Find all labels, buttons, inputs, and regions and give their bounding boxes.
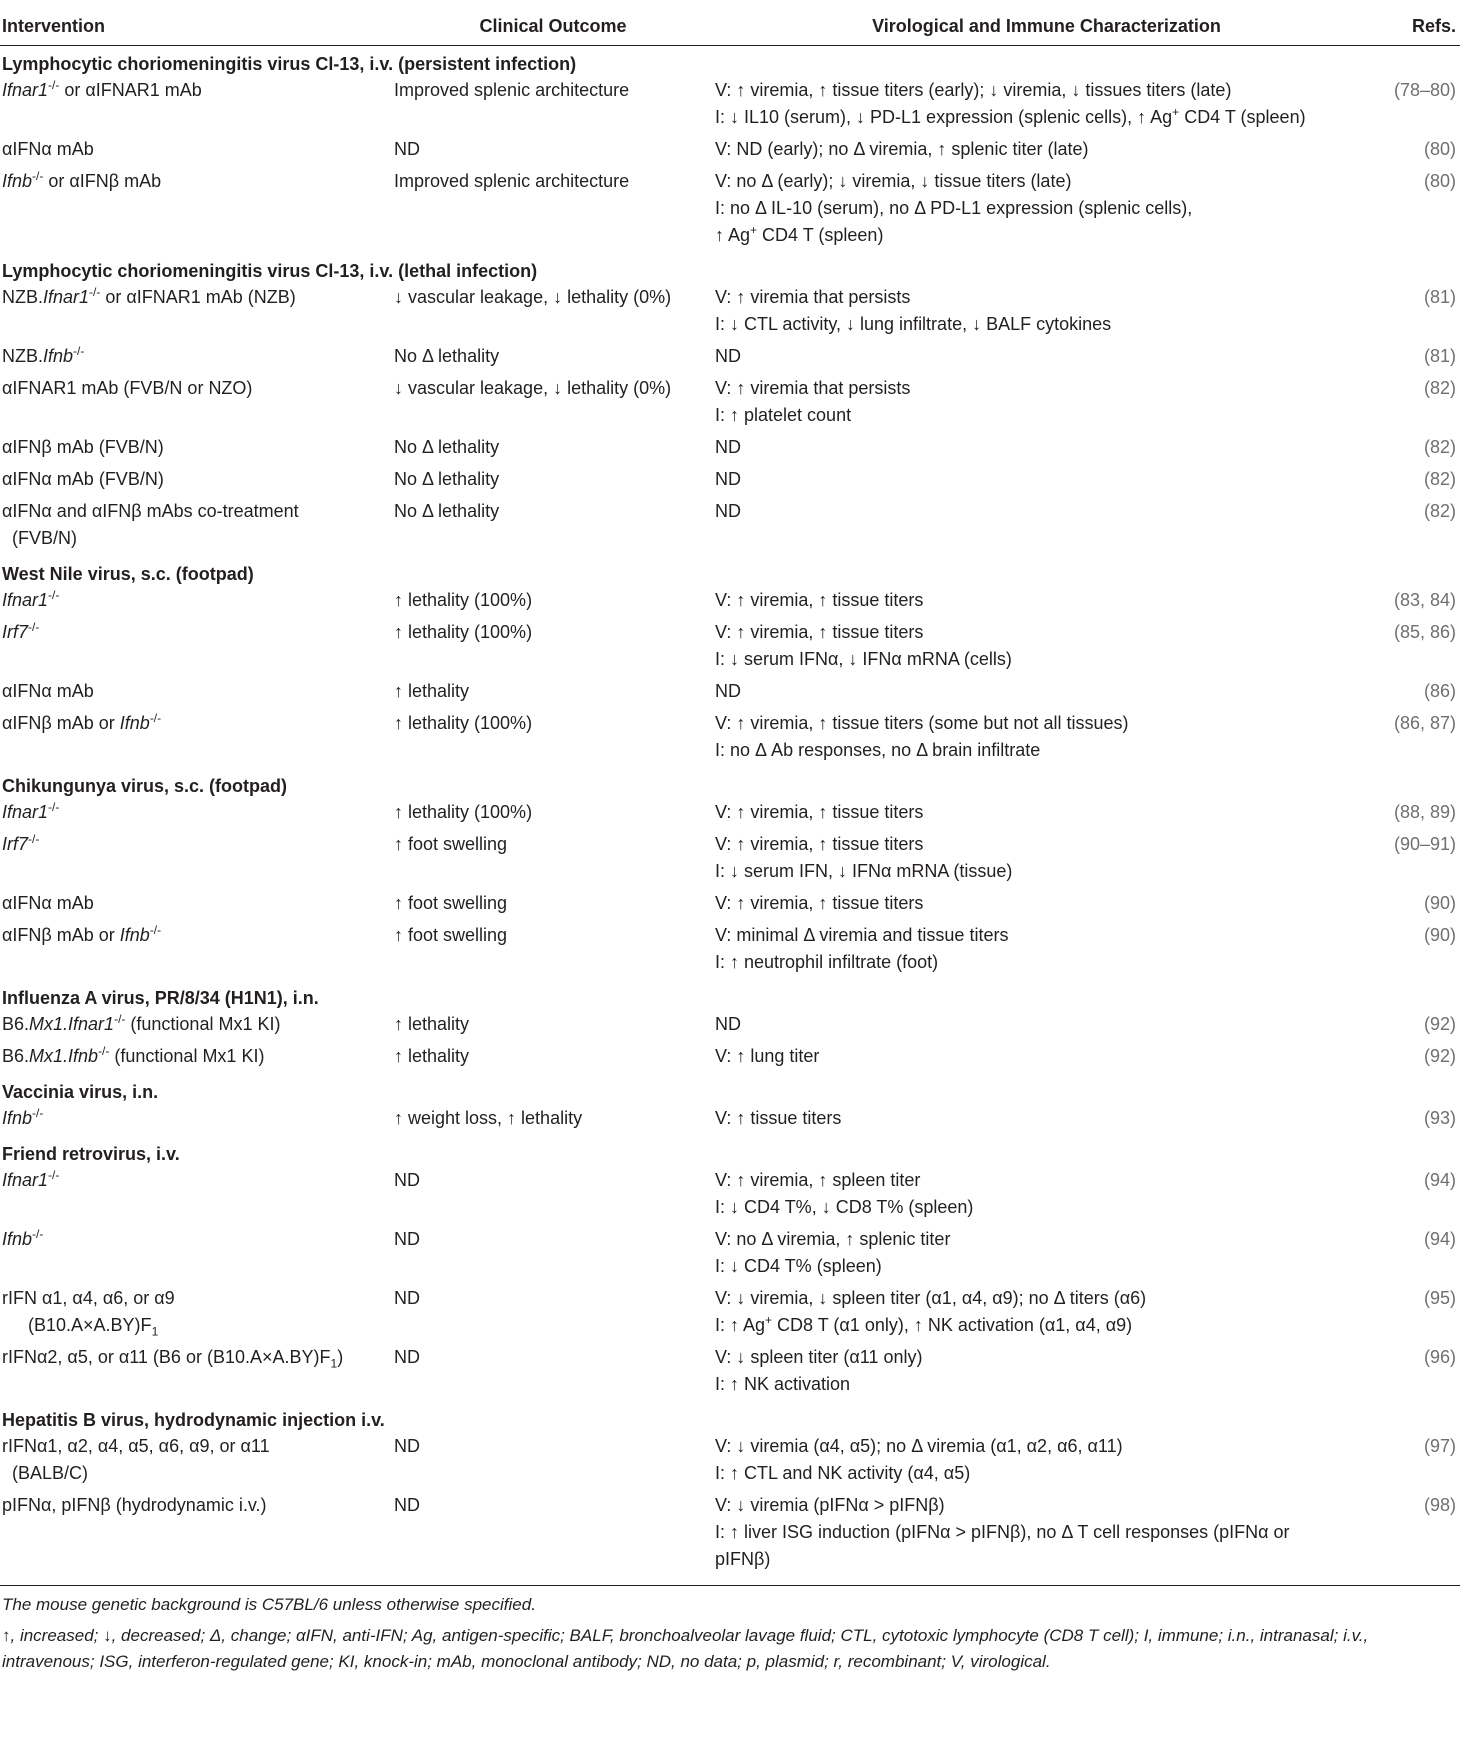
intervention-line (2, 136, 392, 163)
superscript: + (1172, 105, 1180, 119)
header-refs: Refs. (1379, 0, 1460, 46)
table-row (0, 1284, 1460, 1343)
text-run: I: ↑ Ag (715, 1315, 766, 1335)
text-run: αIFNβ mAb or (2, 713, 120, 733)
cell-characterization (712, 497, 1379, 556)
table-row (0, 889, 1460, 921)
characterization-line: V: ↑ viremia, ↑ tissue titers (715, 834, 924, 854)
cell-characterization (712, 1225, 1379, 1284)
cell-characterization (712, 374, 1379, 433)
cell-refs: (83, 84) (1393, 590, 1456, 610)
section-row (0, 1402, 1460, 1432)
cell-refs: (86) (1423, 681, 1456, 701)
cell-refs: (82) (1423, 469, 1456, 489)
cell-refs: (88, 89) (1393, 802, 1456, 822)
superscript: -/- (48, 78, 60, 92)
section-row (0, 768, 1460, 798)
characterization-line: I: ↓ serum IFN, ↓ IFNα mRNA (tissue) (715, 861, 1013, 881)
characterization-line: V: ↑ viremia, ↑ tissue titers (early); ↓ viremia, ↓ tissues titers (late) (715, 80, 1232, 100)
cell-intervention (0, 135, 392, 167)
cell-clinical-outcome: ↑ lethality (394, 1046, 470, 1066)
subscript: 1 (151, 1324, 159, 1339)
table-footnotes (0, 1585, 1460, 1675)
superscript: -/- (32, 1106, 44, 1120)
text-run: CD4 T (spleen) (757, 225, 884, 245)
cell-intervention (0, 283, 392, 342)
cell-refs: (90) (1423, 893, 1456, 913)
section-title: Lymphocytic choriomeningitis virus Cl-13, i.v. (persistent infection) (2, 54, 577, 74)
characterization-line: V: minimal Δ viremia and tissue titers (715, 925, 1009, 945)
superscript: -/- (149, 711, 162, 725)
intervention-line (2, 799, 392, 826)
text-run: (functional Mx1 KI) (125, 1014, 281, 1034)
section-title: Vaccinia virus, i.n. (2, 1082, 159, 1102)
intervention-line (2, 1105, 392, 1132)
gene-name: Ifnb (119, 713, 150, 733)
gene-name: Mx1.Ifnar1 (29, 1014, 115, 1034)
intervention-line (2, 587, 392, 614)
table-row (0, 433, 1460, 465)
superscript: -/- (32, 1227, 44, 1241)
gene-name: Ifnb (2, 171, 33, 191)
cell-intervention (0, 1010, 392, 1042)
cell-intervention (0, 830, 392, 889)
text-run: NZB. (2, 287, 44, 307)
cell-intervention (0, 1166, 392, 1225)
section-row (0, 1074, 1460, 1104)
characterization-line: V: ND (early); no Δ viremia, ↑ splenic titer (late) (715, 139, 1089, 159)
section-row (0, 253, 1460, 283)
cell-intervention (0, 1432, 392, 1491)
cell-clinical-outcome: ND (394, 1229, 420, 1249)
cell-refs: (98) (1423, 1495, 1456, 1515)
intervention-line (2, 1312, 392, 1339)
cell-characterization (712, 1284, 1379, 1343)
characterization-line: I: no Δ IL-10 (serum), no Δ PD-L1 expression (splenic cells), (715, 198, 1193, 218)
intervention-line (2, 1011, 392, 1038)
intervention-line (2, 1285, 392, 1312)
cell-intervention (0, 76, 392, 135)
text-run: αIFNα mAb (2, 681, 94, 701)
characterization-line: ND (715, 346, 741, 366)
intervention-line (2, 498, 392, 525)
cell-characterization (712, 283, 1379, 342)
intervention-line (2, 77, 392, 104)
superscript: -/- (28, 620, 40, 634)
cell-refs: (95) (1423, 1288, 1456, 1308)
gene-name: Ifnar1 (2, 80, 49, 100)
characterization-line: V: ↑ viremia that persists (715, 378, 911, 398)
characterization-line (715, 104, 1379, 131)
cell-intervention (0, 1343, 392, 1402)
table-row (0, 1104, 1460, 1136)
intervention-line (2, 831, 392, 858)
text-run: NZB. (2, 346, 44, 366)
section-title: Hepatitis B virus, hydrodynamic injection i.v. (2, 1410, 385, 1430)
cell-refs: (81) (1423, 287, 1456, 307)
cell-refs: (78–80) (1393, 80, 1456, 100)
cell-refs: (86, 87) (1393, 713, 1456, 733)
cell-intervention (0, 342, 392, 374)
header-characterization: Virological and Immune Characterization (712, 0, 1379, 46)
cell-clinical-outcome: ↑ lethality (100%) (394, 802, 533, 822)
text-run: rIFNα1, α2, α4, α5, α6, α9, or α11 (2, 1436, 270, 1456)
intervention-line (2, 1433, 392, 1460)
cell-clinical-outcome: ↑ foot swelling (394, 893, 508, 913)
gene-name: Ifnar1 (2, 802, 49, 822)
cell-clinical-outcome: ↑ foot swelling (394, 834, 508, 854)
cell-characterization (712, 1042, 1379, 1074)
superscript: -/- (32, 169, 44, 183)
header-intervention: Intervention (0, 0, 392, 46)
characterization-line: I: ↑ neutrophil infiltrate (foot) (715, 952, 939, 972)
characterization-line: ND (715, 1014, 741, 1034)
characterization-line: V: ↑ viremia, ↑ tissue titers (some but not all tissues) (715, 713, 1129, 733)
superscript: -/- (48, 800, 60, 814)
superscript: -/- (28, 832, 40, 846)
cell-refs: (82) (1423, 501, 1456, 521)
intervention-line (2, 678, 392, 705)
footnote-background: The mouse genetic background is C57BL/6 unless otherwise specified. (2, 1595, 536, 1614)
cell-characterization (712, 798, 1379, 830)
cell-clinical-outcome: ND (394, 1347, 420, 1367)
header-row (0, 0, 1460, 46)
cell-refs: (93) (1423, 1108, 1456, 1128)
text-run: (B10.A×A.BY)F (28, 1315, 152, 1335)
section-title: Chikungunya virus, s.c. (footpad) (2, 776, 288, 796)
cell-clinical-outcome: ND (394, 1495, 420, 1515)
cell-clinical-outcome: ↑ lethality (394, 1014, 470, 1034)
cell-intervention (0, 618, 392, 677)
cell-characterization (712, 709, 1379, 768)
cell-intervention (0, 167, 392, 253)
table-row (0, 76, 1460, 135)
cell-clinical-outcome: ↑ lethality (100%) (394, 622, 533, 642)
cell-intervention (0, 586, 392, 618)
superscript: + (750, 223, 758, 237)
characterization-line: V: ↑ viremia that persists (715, 287, 911, 307)
section-title: West Nile virus, s.c. (footpad) (2, 564, 254, 584)
characterization-line: pIFNβ) (715, 1549, 771, 1569)
cell-intervention (0, 798, 392, 830)
table-row (0, 465, 1460, 497)
table-row (0, 167, 1460, 253)
cell-intervention (0, 465, 392, 497)
intervention-line (2, 890, 392, 917)
text-run: ) (337, 1347, 344, 1367)
text-run: pIFNα, pIFNβ (hydrodynamic i.v.) (2, 1495, 267, 1515)
intervention-line (2, 710, 392, 737)
text-run: (functional Mx1 KI) (109, 1046, 265, 1066)
cell-characterization (712, 889, 1379, 921)
section-title: Influenza A virus, PR/8/34 (H1N1), i.n. (2, 988, 319, 1008)
text-run: αIFNβ mAb or (2, 925, 120, 945)
text-run: I: ↓ IL10 (serum), ↓ PD-L1 expression (splenic cells), ↑ Ag (715, 107, 1173, 127)
characterization-line: ND (715, 501, 741, 521)
characterization-line: V: ↑ lung titer (715, 1046, 820, 1066)
intervention-line (2, 466, 392, 493)
characterization-line: ND (715, 437, 741, 457)
cell-clinical-outcome: ↑ lethality (394, 681, 470, 701)
cell-intervention (0, 374, 392, 433)
cell-clinical-outcome: ND (394, 1436, 420, 1456)
cell-intervention (0, 1491, 392, 1577)
cell-refs: (96) (1423, 1347, 1456, 1367)
cell-intervention (0, 1284, 392, 1343)
characterization-line: I: ↑ NK activation (715, 1374, 851, 1394)
cell-refs: (82) (1423, 378, 1456, 398)
table-row (0, 798, 1460, 830)
characterization-line: V: ↓ viremia, ↓ spleen titer (α1, α4, α9); no Δ titers (α6) (715, 1288, 1147, 1308)
characterization-line: ND (715, 681, 741, 701)
cell-refs: (92) (1423, 1046, 1456, 1066)
table-row (0, 1491, 1460, 1577)
characterization-line: I: ↑ CTL and NK activity (α4, α5) (715, 1463, 971, 1483)
cell-clinical-outcome: No Δ lethality (394, 437, 500, 457)
intervention-line (2, 619, 392, 646)
table-row (0, 830, 1460, 889)
gene-name: Ifnar1 (43, 287, 90, 307)
text-run: CD8 T (α1 only), ↑ NK activation (α1, α4, α9) (772, 1315, 1133, 1335)
cell-intervention (0, 709, 392, 768)
text-run: αIFNα mAb (2, 139, 94, 159)
table-row (0, 1225, 1460, 1284)
cell-clinical-outcome: Improved splenic architecture (394, 171, 630, 191)
superscript: -/- (48, 588, 60, 602)
cell-refs: (94) (1423, 1170, 1456, 1190)
section-title: Lymphocytic choriomeningitis virus Cl-13, i.v. (lethal infection) (2, 261, 538, 281)
table-row (0, 497, 1460, 556)
cell-refs: (90–91) (1393, 834, 1456, 854)
cell-characterization (712, 76, 1379, 135)
cell-refs: (80) (1423, 171, 1456, 191)
intervention-line (2, 343, 392, 370)
section-row (0, 980, 1460, 1010)
intervention-line: (FVB/N) (12, 528, 77, 548)
cell-clinical-outcome: ↑ lethality (100%) (394, 713, 533, 733)
cell-characterization (712, 1432, 1379, 1491)
intervention-line (2, 922, 392, 949)
characterization-line: V: ↑ tissue titers (715, 1108, 842, 1128)
characterization-line: ND (715, 469, 741, 489)
intervention-line (2, 1344, 392, 1371)
table-row (0, 374, 1460, 433)
cell-intervention (0, 497, 392, 556)
characterization-line: V: no Δ viremia, ↑ splenic titer (715, 1229, 951, 1249)
table-row (0, 618, 1460, 677)
cell-intervention (0, 1225, 392, 1284)
gene-name: Ifnb (119, 925, 150, 945)
text-run: B6. (2, 1014, 30, 1034)
text-run: αIFNα mAb (2, 893, 94, 913)
cell-characterization (712, 167, 1379, 253)
section-title: Friend retrovirus, i.v. (2, 1144, 180, 1164)
cell-clinical-outcome: ↓ vascular leakage, ↓ lethality (0%) (394, 378, 672, 398)
table-row (0, 1042, 1460, 1074)
superscript: -/- (48, 1168, 60, 1182)
text-run: ↑ Ag (715, 225, 751, 245)
characterization-line: I: ↓ serum IFNα, ↓ IFNα mRNA (cells) (715, 649, 1012, 669)
characterization-line: I: ↑ liver ISG induction (pIFNα > pIFNβ), no Δ T cell responses (pIFNα or (715, 1522, 1290, 1542)
cell-characterization (712, 1491, 1379, 1577)
intervention-line (2, 168, 392, 195)
cell-clinical-outcome: ND (394, 139, 420, 159)
intervention-line (2, 375, 392, 402)
cell-intervention (0, 1104, 392, 1136)
characterization-line: I: ↑ platelet count (715, 405, 852, 425)
characterization-line: V: no Δ (early); ↓ viremia, ↓ tissue titers (late) (715, 171, 1072, 191)
gene-name: Mx1.Ifnb (29, 1046, 99, 1066)
characterization-line: I: no Δ Ab responses, no Δ brain infiltrate (715, 740, 1041, 760)
characterization-line: V: ↑ viremia, ↑ spleen titer (715, 1170, 921, 1190)
intervention-line: (BALB/C) (12, 1463, 89, 1483)
gene-name: Ifnb (2, 1108, 33, 1128)
cell-characterization (712, 1104, 1379, 1136)
cell-intervention (0, 677, 392, 709)
cell-clinical-outcome: ND (394, 1170, 420, 1190)
cell-characterization (712, 1166, 1379, 1225)
text-run: αIFNα and αIFNβ mAbs co-treatment (2, 501, 299, 521)
header-clinical-outcome: Clinical Outcome (392, 0, 712, 46)
cell-intervention (0, 921, 392, 980)
table-header (0, 0, 1460, 46)
cell-intervention (0, 1042, 392, 1074)
table-row (0, 709, 1460, 768)
cell-intervention (0, 433, 392, 465)
intervention-line (2, 1167, 392, 1194)
text-run: rIFN α1, α4, α6, or α9 (2, 1288, 175, 1308)
text-run: rIFNα2, α5, or α11 (B6 or (B10.A×A.BY)F (2, 1347, 331, 1367)
table-row (0, 283, 1460, 342)
text-run: αIFNα mAb (FVB/N) (2, 469, 164, 489)
cell-characterization (712, 618, 1379, 677)
cell-clinical-outcome: No Δ lethality (394, 346, 500, 366)
text-run: or αIFNAR1 mAb (59, 80, 202, 100)
superscript: -/- (149, 923, 162, 937)
intervention-line (2, 284, 392, 311)
superscript: -/- (98, 1044, 110, 1058)
cell-refs: (94) (1423, 1229, 1456, 1249)
characterization-line: V: ↑ viremia, ↑ tissue titers (715, 893, 924, 913)
table-row (0, 135, 1460, 167)
text-run: or αIFNAR1 mAb (NZB) (100, 287, 296, 307)
cell-refs: (81) (1423, 346, 1456, 366)
superscript: -/- (89, 285, 101, 299)
gene-name: Ifnar1 (2, 590, 49, 610)
cell-characterization (712, 465, 1379, 497)
characterization-line: V: ↑ viremia, ↑ tissue titers (715, 622, 924, 642)
cell-clinical-outcome: ↑ weight loss, ↑ lethality (394, 1108, 583, 1128)
intervention-line (2, 434, 392, 461)
cell-refs: (97) (1423, 1436, 1456, 1456)
cell-refs: (80) (1423, 139, 1456, 159)
cell-clinical-outcome: ↑ foot swelling (394, 925, 508, 945)
cell-characterization (712, 135, 1379, 167)
intervention-line (2, 1226, 392, 1253)
text-run: or αIFNβ mAb (43, 171, 162, 191)
gene-name: Irf7 (2, 834, 29, 854)
superscript: -/- (73, 344, 85, 358)
table-body (0, 46, 1460, 1578)
gene-name: Irf7 (2, 622, 29, 642)
table-row (0, 677, 1460, 709)
cell-clinical-outcome: ↓ vascular leakage, ↓ lethality (0%) (394, 287, 672, 307)
cell-clinical-outcome: ↑ lethality (100%) (394, 590, 533, 610)
characterization-line: V: ↑ viremia, ↑ tissue titers (715, 802, 924, 822)
gene-name: Ifnb (43, 346, 74, 366)
cell-characterization (712, 830, 1379, 889)
intervention-line (2, 1043, 392, 1070)
gene-name: Ifnar1 (2, 1170, 49, 1190)
cell-refs: (92) (1423, 1014, 1456, 1034)
cell-intervention (0, 889, 392, 921)
text-run: αIFNAR1 mAb (FVB/N or NZO) (2, 378, 253, 398)
table-row (0, 342, 1460, 374)
text-run: CD4 T (spleen) (1179, 107, 1306, 127)
superscript: + (765, 1313, 773, 1327)
characterization-line (715, 222, 1379, 249)
section-row (0, 556, 1460, 586)
text-run: B6. (2, 1046, 30, 1066)
characterization-line: V: ↑ viremia, ↑ tissue titers (715, 590, 924, 610)
table-row (0, 586, 1460, 618)
cell-characterization (712, 921, 1379, 980)
intervention-line (2, 1492, 392, 1519)
cell-characterization (712, 342, 1379, 374)
cell-clinical-outcome: Improved splenic architecture (394, 80, 630, 100)
cell-characterization (712, 1010, 1379, 1042)
table-row (0, 1343, 1460, 1402)
cell-characterization (712, 677, 1379, 709)
section-row (0, 46, 1460, 77)
cell-clinical-outcome: ND (394, 1288, 420, 1308)
cell-refs: (90) (1423, 925, 1456, 945)
footnote-abbreviations: ↑, increased; ↓, decreased; Δ, change; αIFN, anti-IFN; Ag, antigen-specific; BALF, bronchoalveolar lavage fluid; CTL, cytotoxic lymphocyte (CD8 T cell); I, immune; i.n., intranasal; i.v., intravenous; ISG, interferon-regulated gene; KI, knock-in; mAb, monoclonal antibody; ND, no data; p, plasmid; r, recombinant; V, virological. (2, 1626, 1369, 1671)
characterization-line: V: ↓ viremia (pIFNα > pIFNβ) (715, 1495, 945, 1515)
cell-clinical-outcome: No Δ lethality (394, 501, 500, 521)
cell-refs: (85, 86) (1393, 622, 1456, 642)
table-row (0, 921, 1460, 980)
cell-characterization (712, 586, 1379, 618)
characterization-line: V: ↓ viremia (α4, α5); no Δ viremia (α1, α2, α6, α11) (715, 1436, 1123, 1456)
cell-characterization (712, 433, 1379, 465)
characterization-line: I: ↓ CD4 T% (spleen) (715, 1256, 882, 1276)
cell-refs: (82) (1423, 437, 1456, 457)
superscript: -/- (114, 1012, 126, 1026)
cell-clinical-outcome: No Δ lethality (394, 469, 500, 489)
section-row (0, 1136, 1460, 1166)
table-row (0, 1432, 1460, 1491)
table-row (0, 1010, 1460, 1042)
characterization-line: I: ↓ CTL activity, ↓ lung infiltrate, ↓ BALF cytokines (715, 314, 1112, 334)
characterization-line (715, 1312, 1379, 1339)
cell-characterization (712, 1343, 1379, 1402)
text-run: αIFNβ mAb (FVB/N) (2, 437, 164, 457)
subscript: 1 (330, 1356, 338, 1371)
gene-name: Ifnb (2, 1229, 33, 1249)
characterization-line: I: ↓ CD4 T%, ↓ CD8 T% (spleen) (715, 1197, 974, 1217)
characterization-line: V: ↓ spleen titer (α11 only) (715, 1347, 923, 1367)
table-row (0, 1166, 1460, 1225)
